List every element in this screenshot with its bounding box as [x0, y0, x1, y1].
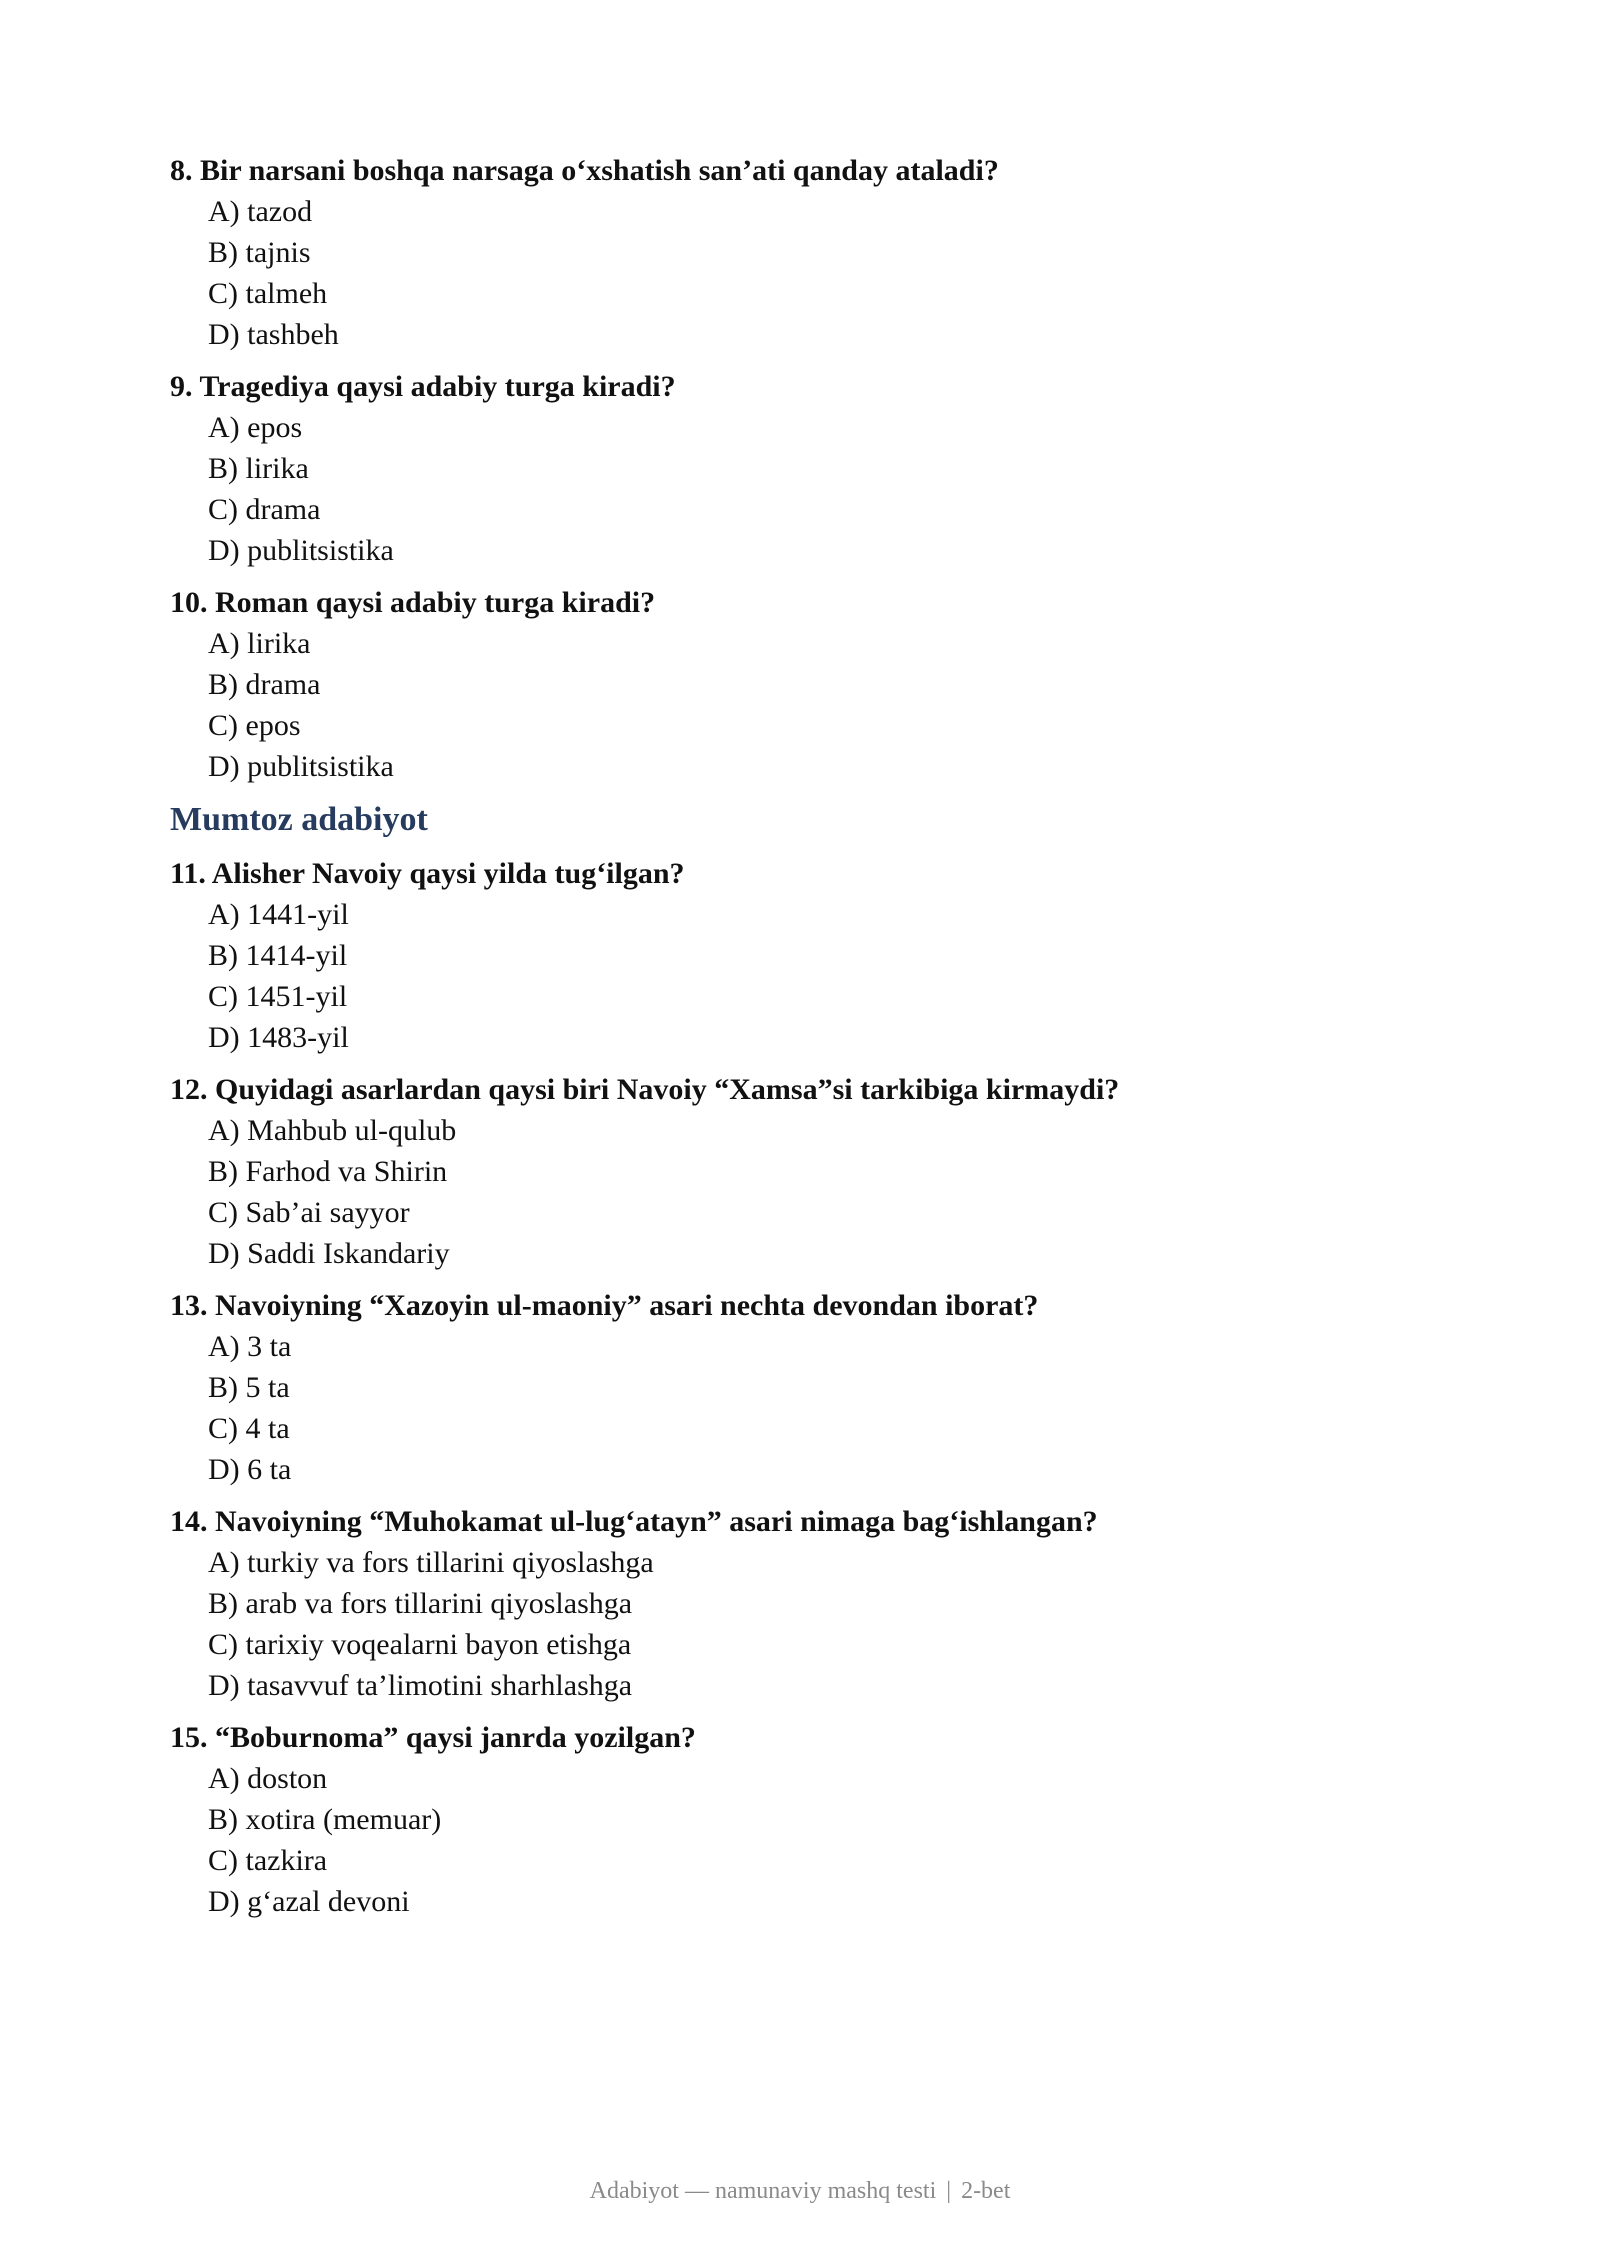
option-a: A) Mahbub ul-qulub	[208, 1114, 457, 1147]
answer-options	[170, 1542, 1430, 1706]
option-c: C) 4 ta	[208, 1412, 290, 1445]
option-a: A) doston	[208, 1762, 328, 1795]
option-c: C) talmeh	[208, 277, 328, 310]
option-c: C) epos	[208, 709, 301, 742]
option-b: B) arab va fors tillarini qiyoslashga	[208, 1587, 633, 1620]
option-d: D) Saddi Iskandariy	[208, 1237, 450, 1270]
question-14	[170, 1501, 1430, 1706]
option-a: A) lirika	[208, 627, 311, 660]
answer-options	[170, 1110, 1430, 1274]
question-text: 8. Bir narsani boshqa narsaga o‘xshatish san’ati qanday ataladi?	[170, 154, 999, 187]
answer-options	[170, 1326, 1430, 1490]
option-b: B) xotira (memuar)	[208, 1803, 442, 1836]
option-b: B) drama	[208, 668, 321, 701]
option-d: D) g‘azal devoni	[208, 1885, 410, 1918]
option-b: B) Farhod va Shirin	[208, 1155, 448, 1188]
question-10	[170, 582, 1430, 787]
question-12	[170, 1069, 1430, 1274]
answer-options	[170, 623, 1430, 787]
option-d: D) tasavvuf ta’limotini sharhlashga	[208, 1669, 633, 1702]
option-a: A) 1441-yil	[208, 898, 349, 931]
section-heading: Mumtoz adabiyot	[170, 801, 428, 838]
question-text: 9. Tragediya qaysi adabiy turga kiradi?	[170, 370, 676, 403]
answer-options	[170, 191, 1430, 355]
option-b: B) tajnis	[208, 236, 311, 269]
answer-options	[170, 894, 1430, 1058]
page-footer	[0, 2178, 1600, 2205]
option-b: B) 1414-yil	[208, 939, 348, 972]
answer-options	[170, 1758, 1430, 1922]
question-text: 13. Navoiyning “Xazoyin ul-maoniy” asari nechta devondan iborat?	[170, 1289, 1039, 1322]
option-d: D) publitsistika	[208, 534, 394, 567]
option-c: C) tazkira	[208, 1844, 328, 1877]
option-d: D) 1483-yil	[208, 1021, 349, 1054]
option-a: A) 3 ta	[208, 1330, 292, 1363]
question-text: 15. “Boburnoma” qaysi janrda yozilgan?	[170, 1721, 696, 1754]
option-d: D) tashbeh	[208, 318, 339, 351]
option-c: C) Sab’ai sayyor	[208, 1196, 410, 1229]
question-text: 12. Quyidagi asarlardan qaysi biri Navoiy “Xamsa”si tarkibiga kirmaydi?	[170, 1073, 1120, 1106]
footer-title: Adabiyot — namunaviy mashq testi	[589, 2178, 937, 2204]
question-text: 14. Navoiyning “Muhokamat ul-lug‘atayn” asari nimaga bag‘ishlangan?	[170, 1505, 1098, 1538]
question-text: 11. Alisher Navoiy qaysi yilda tug‘ilgan?	[170, 857, 685, 890]
option-a: A) turkiy va fors tillarini qiyoslashga	[208, 1546, 654, 1579]
option-a: A) tazod	[208, 195, 313, 228]
option-a: A) epos	[208, 411, 303, 444]
question-11	[170, 853, 1430, 1058]
question-15	[170, 1717, 1430, 1922]
question-13	[170, 1285, 1430, 1490]
footer-separator: |	[946, 2178, 952, 2204]
question-text: 10. Roman qaysi adabiy turga kiradi?	[170, 586, 656, 619]
question-9	[170, 366, 1430, 571]
answer-options	[170, 407, 1430, 571]
option-c: C) tarixiy voqealarni bayon etishga	[208, 1628, 632, 1661]
option-b: B) lirika	[208, 452, 309, 485]
page-number: 2-bet	[961, 2178, 1011, 2204]
option-c: C) drama	[208, 493, 321, 526]
option-b: B) 5 ta	[208, 1371, 290, 1404]
option-d: D) 6 ta	[208, 1453, 292, 1486]
question-8	[170, 150, 1430, 355]
option-c: C) 1451-yil	[208, 980, 348, 1013]
test-page	[170, 150, 1430, 1933]
option-d: D) publitsistika	[208, 750, 394, 783]
